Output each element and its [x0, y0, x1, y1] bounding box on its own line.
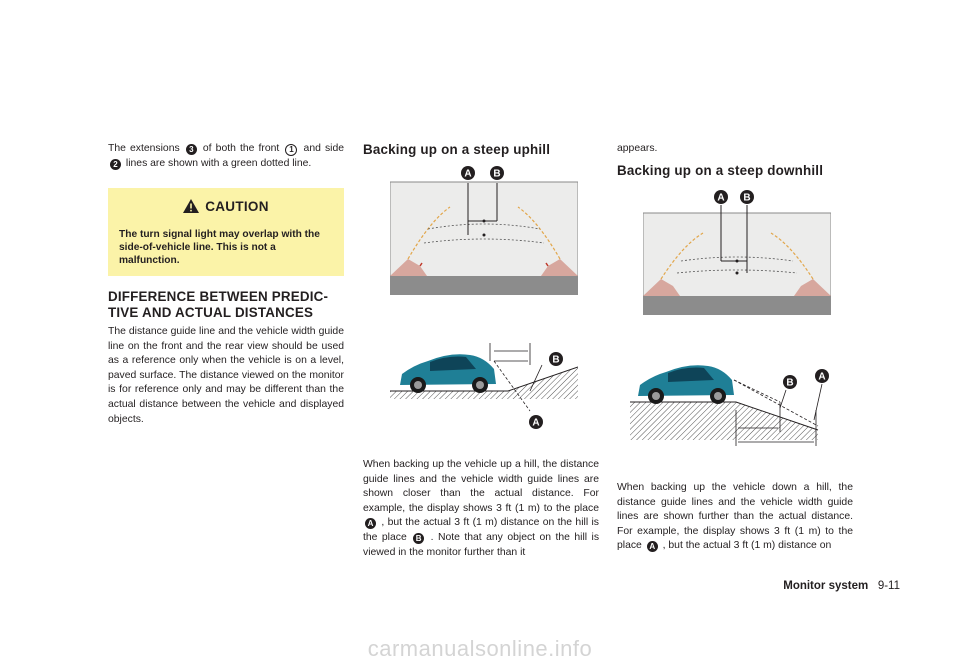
watermark: carmanualsonline.info: [367, 636, 593, 661]
uphill-monitor-figure: [390, 163, 578, 295]
ref-a-badge: A: [647, 541, 658, 552]
label-a-text: A: [464, 168, 472, 180]
page-number: 9-11: [877, 580, 900, 592]
ref-1-badge: 1: [285, 144, 297, 156]
ref-2-badge: 2: [110, 159, 121, 170]
downhill-heading: Backing up on a steep downhill: [617, 163, 824, 178]
uphill-car: [400, 354, 496, 393]
label-a-text: A: [818, 371, 826, 383]
label-b-text: B: [493, 168, 501, 180]
downhill-body: When backing up the vehicle down a hill, the distance guide lines and the vehicle width guide lines are shown further than the actual distance. For example, the display shows 3 ft (1 m) to the place A , but the actual 3 ft (1 m) distance on: [617, 482, 853, 552]
label-a-text: A: [717, 192, 725, 204]
uphill-body: When backing up the vehicle up a hill, the distance guide lines and the vehicle width guide lines are shown closer than the actual distance. For example, the display shows 3 ft (1 m) to the place A , but the actual 3 ft (1 m) distance on the hill is the place B . Note that any object on the hill is viewed in the monitor further than it: [363, 459, 600, 558]
caution-box: [108, 188, 344, 276]
label-a-text: A: [532, 417, 540, 429]
warning-triangle-icon: [183, 199, 199, 213]
difference-body: The distance guide line and the vehicle width guide line on the front and the rear view should be used as a reference only when the vehicle is on a level, paved surface. The distance viewed on the monitor is for reference only and may be different than the actual distance between the vehicle and displayed objects.: [108, 326, 344, 425]
label-b-text: B: [786, 377, 794, 389]
label-b-text: B: [552, 354, 560, 366]
caution-text: The turn signal light may overlap with the side-of-vehicle line. This is not a malfunction.: [119, 229, 320, 266]
ref-a-badge: A: [365, 518, 376, 529]
caution-title: CAUTION: [108, 199, 344, 214]
ref-3-badge: 3: [186, 144, 197, 155]
ref-b-badge: B: [413, 533, 424, 544]
right-continuation: appears.: [617, 143, 658, 154]
intro-paragraph: The extensions 3 of both the front 1 and side 2 lines are shown with a green dotted line.: [108, 143, 345, 169]
label-b-text: B: [743, 192, 751, 204]
left-column: [108, 142, 344, 171]
section-name: Monitor system: [783, 580, 869, 592]
uphill-side-figure: [390, 335, 578, 431]
downhill-monitor-figure: [643, 189, 831, 315]
section-heading-difference: DIFFERENCE BETWEEN PREDIC- TIVE AND ACTUAL DISTANCES: [108, 289, 329, 320]
uphill-heading: Backing up on a steep uphill: [363, 142, 551, 157]
page-footer: [783, 580, 900, 592]
downhill-car: [638, 365, 734, 404]
downhill-side-figure: [630, 350, 830, 450]
